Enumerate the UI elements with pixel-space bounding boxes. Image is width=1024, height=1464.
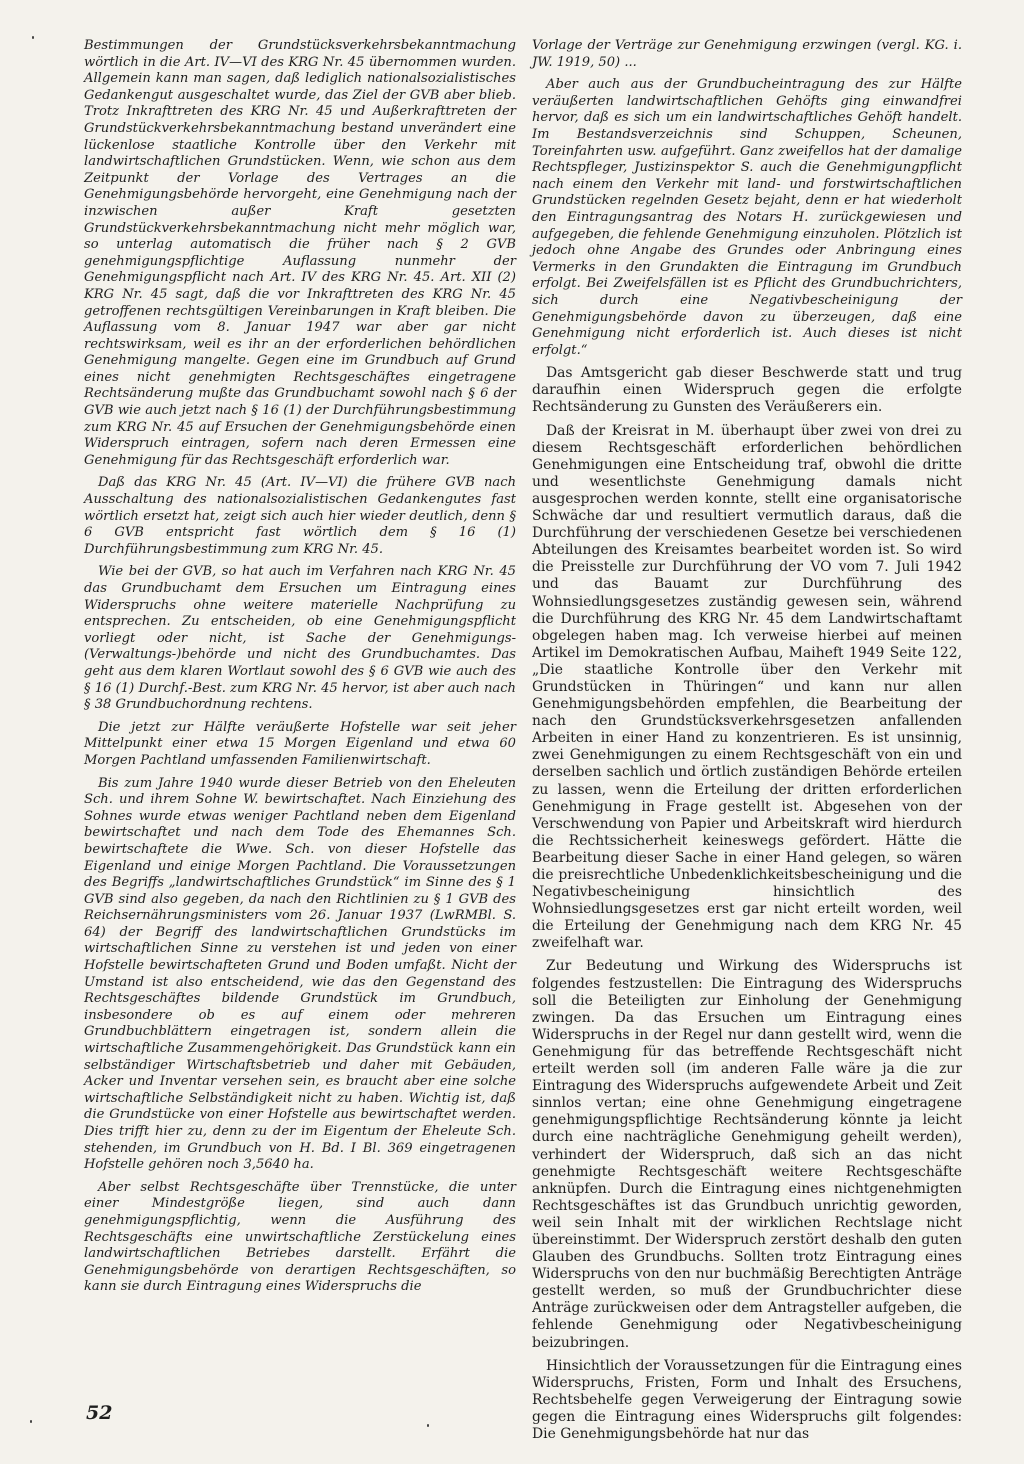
left-column: [84, 38, 516, 1302]
scan-speck: [427, 1424, 429, 1427]
paragraph: Hinsichtlich der Voraussetzungen für die Eintragung eines Widerspruchs, Fristen, Form und Inhalt des Ersuchens, Rechtsbehelfe gegen Verweigerung der Eintragung sowie gegen die Eintragung eines Widerspruchs gilt folgendes: Die Genehmigungsbehörde hat nur das: [532, 1357, 962, 1442]
paragraph: Aber auch aus der Grundbucheintragung des zur Hälfte veräußerten landwirtschaftlichen Gehöfts ging einwandfrei hervor, daß es sich um ein landwirtschaftliches Gehöft handelt. Im Bestandsverzeichnis sind Schuppen, Scheunen, Toreinfahrten usw. aufgeführt. Ganz zweifellos hat der damalige Rechtspfleger, Justizinspektor S. auch die Genehmigungpflicht nach einem den Verkehr mit land- und forstwirtschaftlichen Grundstücken regelnden Gesetz bejaht, denn er hat wiederholt den Eintragungsantrag des Notars H. zurückgewiesen und aufgegeben, die fehlende Genehmigung einzuholen. Plötzlich ist jedoch ohne Angabe des Grundes oder Anbringung eines Vermerks in den Grundakten die Eintragung im Grundbuch erfolgt. Bei Zweifelsfällen ist es Pflicht des Grundbuchrichters, sich durch eine Negativbescheinigung der Genehmigungsbehörde davon zu überzeugen, daß eine Genehmigung nicht erforderlich ist. Auch dieses ist nicht erfolgt.“: [532, 77, 962, 358]
paragraph: Vorlage der Verträge zur Genehmigung erzwingen (vergl. KG. i. JW. 1919, 50) ...: [532, 38, 962, 70]
paragraph: Die jetzt zur Hälfte veräußerte Hofstelle war seit jeher Mittelpunkt einer etwa 15 Morgen Eigenland und etwa 60 Morgen Pachtland umfassenden Familienwirtschaft.: [84, 719, 516, 768]
paragraph: Zur Bedeutung und Wirkung des Widerspruchs ist folgendes festzustellen: Die Eintragung des Widerspruchs soll die Beteiligten zur Einholung der Genehmigung zwingen. Da das Ersuchen um Eintragung eines Widerspruchs in der Regel nur dann gestellt wird, wenn die Genehmigung für das betreffende Rechtsgeschäft nicht erteilt werden soll (im anderen Falle wäre ja die zur Eintragung des Widerspruchs aufgewendete Arbeit und Zeit sinnlos vertan; eine ohne Genehmigung eingetragene genehmigungspflichtige Rechtsänderung könnte ja leicht durch eine nachträgliche Genehmigung geheilt werden), verhindert der Widerspruch, daß sich an das nicht genehmigte Rechtsgeschäft weitere Rechtsgeschäfte anknüpfen. Durch die Eintragung eines nichtgenehmigten Rechtsgeschäftes ist das Grundbuch unrichtig geworden, weil sein Inhalt mit der wirklichen Rechtslage nicht übereinstimmt. Der Widerspruch zerstört deshalb den guten Glauben des Grundbuchs. Sollten trotz Eintragung eines Widerspruchs von den nur buchmäßig Berechtigten Anträge gestellt werden, so muß der Grundbuchrichter diese Anträge zurückweisen oder dem Antragsteller aufgeben, die fehlende Genehmigung oder Negativbescheinigung beizubringen.: [532, 958, 962, 1351]
paragraph: Das Amtsgericht gab dieser Beschwerde statt und trug daraufhin einen Widerspruch gegen die erfolgte Rechtsänderung zu Gunsten des Veräußerers ein.: [532, 365, 962, 416]
paragraph: Wie bei der GVB, so hat auch im Verfahren nach KRG Nr. 45 das Grundbuchamt dem Ersuchen um Eintragung eines Widerspruchs ohne weitere materielle Nachprüfung zu entsprechen. Zu entscheiden, ob eine Genehmigungspflicht vorliegt oder nicht, ist Sache der Genehmigungs-(Verwaltungs-)behörde und nicht des Grundbuchamtes. Das geht aus dem klaren Wortlaut sowohl des § 6 GVB wie auch des § 16 (1) Durchf.-Best. zum KRG Nr. 45 hervor, ist aber auch nach § 38 Grundbuchordnung rechtens.: [84, 564, 516, 713]
paragraph: Daß der Kreisrat in M. überhaupt über zwei von drei zu diesem Rechtsgeschäft erforderlichen behördlichen Genehmigungen eine Entscheidung traf, obwohl die dritte und wesentlichste Genehmigung damals nicht ausgesprochen werden konnte, stellt eine organisatorische Schwäche dar und resultiert vermutlich daraus, daß die Durchführung der verschiedenen Gesetze bei verschiedenen Abteilungen des Kreisamtes bearbeitet worden ist. So wird die Preisstelle zur Durchführung der VO vom 7. Juli 1942 und das Bauamt zur Durchführung des Wohnsiedlungsgesetzes zuständig gewesen sein, während die Durchführung des KRG Nr. 45 dem Landwirtschaftamt obgelegen haben mag. Ich verweise hierbei auf meinen Artikel im Demokratischen Aufbau, Maiheft 1949 Seite 122, „Die staatliche Kontrolle über den Verkehr mit Grundstücken in Thüringen“ und kann nur allen Genehmigungsbehörden empfehlen, die Bearbeitung der nach den Grundstücksverkehrsgesetzen anfallenden Arbeiten in einer Hand zu konzentrieren. Es ist unsinnig, zwei Genehmigungen zu einem Rechtsgeschäft von ein und derselben sachlich und örtlich zuständigen Behörde erteilen zu lassen, wenn die Erteilung der dritten erforderlichen Genehmigung in Frage gestellt ist. Abgesehen von der Verschwendung von Papier und Arbeitskraft wird hierdurch die Rechtssicherheit keineswegs gefördert. Hätte die Bearbeitung dieser Sache in einer Hand gelegen, so wären die preisrechtliche Unbedenklichkeitsbescheinigung und die Negativbescheinigung hinsichtlich des Wohnsiedlungsgesetzes erst gar nicht erteilt worden, weil die Erteilung der Genehmigung nach dem KRG Nr. 45 zweifelhaft war.: [532, 422, 962, 952]
paragraph: Bis zum Jahre 1940 wurde dieser Betrieb von den Eheleuten Sch. und ihrem Sohne W. bewirtschaftet. Nach Einziehung des Sohnes wurde etwas weniger Pachtland neben dem Eigenland bewirtschaftet und nach dem Tode des Ehemannes Sch. bewirtschaftete die Wwe. Sch. von dieser Hofstelle das Eigenland und einige Morgen Pachtland. Die Voraussetzungen des Begriffs „landwirtschaftliches Grundstück“ im Sinne des § 1 GVB sind also gegeben, da nach den Richtlinien zu § 1 GVB des Reichsernährungsministers vom 26. Januar 1937 (LwRMBl. S. 64) der Begriff des landwirtschaftlichen Grundstücks im wirtschaftlichen Sinne zu verstehen ist und jeden von einer Hofstelle bewirtschafteten Grund und Boden umfaßt. Nicht der Umstand ist also entscheidend, wie das den Gegenstand des Rechtsgeschäftes bildende Grundstück im Grundbuch, insbesondere ob es auf einem oder mehreren Grundbuchblättern eingetragen ist, sondern allein die wirtschaftliche Zusammengehörigkeit. Das Grundstück kann ein selbständiger Wirtschaftsbetrieb und daher mit Gebäuden, Acker und Inventar versehen sein, es braucht aber eine solche wirtschaftliche Selbständigkeit nicht zu haben. Wichtig ist, daß die Grundstücke von einer Hofstelle aus bewirtschaftet werden. Dies trifft hier zu, denn zu der im Eigentum der Eheleute Sch. stehenden, im Grundbuch von H. Bd. I Bl. 369 eingetragenen Hofstelle gehören noch 3,5640 ha.: [84, 775, 516, 1173]
scan-speck: [30, 1420, 32, 1423]
scan-speck: [32, 36, 34, 39]
page-number: 52: [86, 1402, 113, 1424]
right-column: [532, 38, 962, 1449]
paragraph: Bestimmungen der Grundstücksverkehrsbekanntmachung wörtlich in die Art. IV—VI des KRG Nr. 45 übernommen wurden. Allgemein kann man sagen, daß lediglich nationalsozialistisches Gedankengut ausgeschaltet wurde, das Ziel der GVB aber blieb. Trotz Inkrafttreten des KRG Nr. 45 und Außerkrafttreten der Grundstückverkehrsbekanntmachung bestand unverändert eine lückenlose staatliche Kontrolle über den Verkehr mit landwirtschaftlichen Grundstücken. Wenn, wie schon aus dem Zeitpunkt der Vorlage des Vertrages an die Genehmigungsbehörde hervorgeht, eine Genehmigung nach der inzwischen außer Kraft gesetzten Grundstückverkehrsbekanntmachung nicht mehr möglich war, so unterlag automatisch die früher nach § 2 GVB genehmigungspflichtige Auflassung nunmehr der Genehmigungspflicht nach Art. IV des KRG Nr. 45. Art. XII (2) KRG Nr. 45 sagt, daß die vor Inkrafttreten des KRG Nr. 45 getroffenen rechtsgültigen Vereinbarungen in Kraft bleiben. Die Auflassung vom 8. Januar 1947 war aber gar nicht rechtswirksam, weil es ihr an der erforderlichen behördlichen Genehmigung mangelte. Gegen eine im Grundbuch auf Grund eines nicht genehmigten Rechtsgeschäftes eingetragene Rechtsänderung mußte das Grundbuchamt sowohl nach § 6 der GVB wie auch jetzt nach § 16 (1) der Durchführungsbestimmung zum KRG Nr. 45 auf Ersuchen der Genehmigungsbehörde einen Widerspruch eintragen, sofern nach deren Ermessen eine Genehmigung für das Rechtsgeschäft erforderlich war.: [84, 38, 516, 468]
paragraph: Daß das KRG Nr. 45 (Art. IV—VI) die frühere GVB nach Ausschaltung des nationalsozialistischen Gedankengutes fast wörtlich ersetzt hat, zeigt sich auch hier wieder deutlich, denn § 6 GVB entspricht fast wörtlich dem § 16 (1) Durchführungsbestimmung zum KRG Nr. 45.: [84, 475, 516, 557]
paragraph: Aber selbst Rechtsgeschäfte über Trennstücke, die unter einer Mindestgröße liegen, sind auch dann genehmigungspflichtig, wenn die Ausführung des Rechtsgeschäfts eine unwirtschaftliche Zerstückelung eines landwirtschaftlichen Betriebes darstellt. Erfährt die Genehmigungsbehörde von derartigen Rechtsgeschäften, so kann sie durch Eintragung eines Widerspruchs die: [84, 1179, 516, 1295]
